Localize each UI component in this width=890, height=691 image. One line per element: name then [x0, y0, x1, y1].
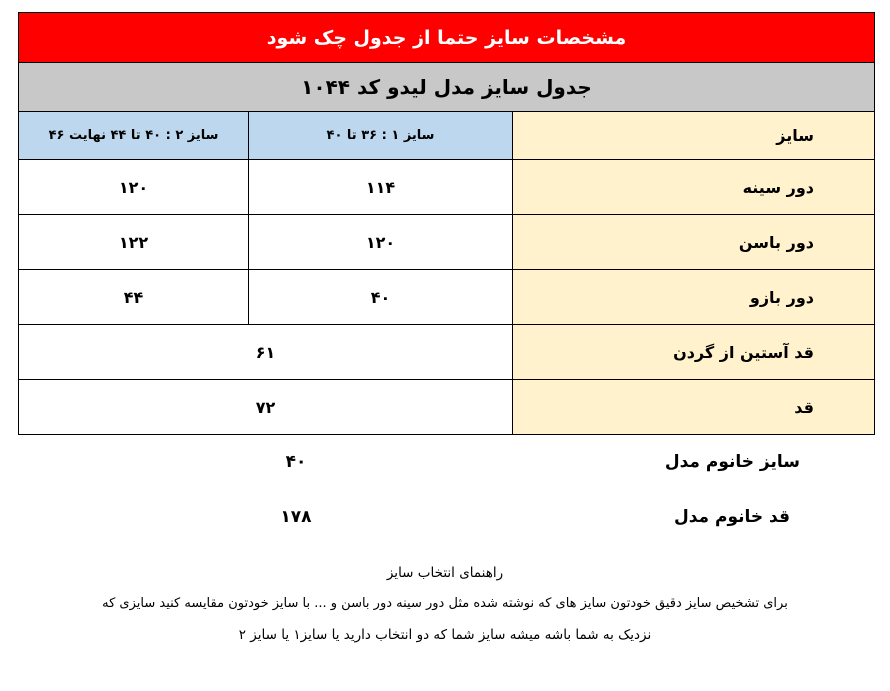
chest-size-1: ۱۱۴	[249, 160, 513, 215]
header-size-1: سایز ۱ : ۳۶ تا ۴۰	[249, 112, 513, 160]
arm-size-1: ۴۰	[249, 270, 513, 325]
model-size-label: سایز خانوم مدل	[664, 452, 800, 472]
gray-title-banner	[18, 62, 875, 112]
table-row	[19, 325, 875, 380]
red-title: مشخصات سایز حتما از جدول چک شود	[266, 26, 627, 49]
row-label-hip: دور باسن	[513, 215, 875, 270]
chest-size-2: ۱۲۰	[19, 160, 249, 215]
row-label-sleeve: قد آستین از گردن	[513, 325, 875, 380]
table-row	[19, 215, 875, 270]
sleeve-value: ۶۱	[19, 325, 513, 380]
guide-title: راهنمای انتخاب سایز	[386, 565, 504, 581]
table-row	[19, 380, 875, 435]
row-label-chest: دور سینه	[513, 160, 875, 215]
header-label-size: سایز	[513, 112, 875, 160]
row-label-length: قد	[513, 380, 875, 435]
red-title-banner	[18, 12, 875, 63]
table-header-row	[19, 112, 875, 160]
hip-size-2: ۱۲۲	[19, 215, 249, 270]
model-height-value: ۱۷۸	[280, 507, 312, 527]
row-label-arm: دور بازو	[513, 270, 875, 325]
guide-line-1: برای تشخیص سایز دقیق خودتون سایز های که نوشته شده مثل دور سینه دور باسن و ... با سایز خودتون مقایسه کنید سایزی که	[102, 596, 788, 611]
arm-size-2: ۴۴	[19, 270, 249, 325]
table-row	[19, 270, 875, 325]
model-size-value: ۴۰	[285, 452, 307, 472]
table-title: جدول سایز مدل لیدو کد ۱۰۴۴	[301, 75, 592, 99]
header-size-2: سایز ۲ : ۴۰ تا ۴۴ نهایت ۴۶	[19, 112, 249, 160]
table-row	[19, 160, 875, 215]
hip-size-1: ۱۲۰	[249, 215, 513, 270]
guide-line-2: نزدیک به شما باشه میشه سایز شما که دو انتخاب دارید یا سایز۱ یا سایز ۲	[238, 627, 652, 643]
model-height-label: قد خانوم مدل	[673, 507, 790, 527]
length-value: ۷۲	[19, 380, 513, 435]
size-table	[18, 111, 875, 435]
